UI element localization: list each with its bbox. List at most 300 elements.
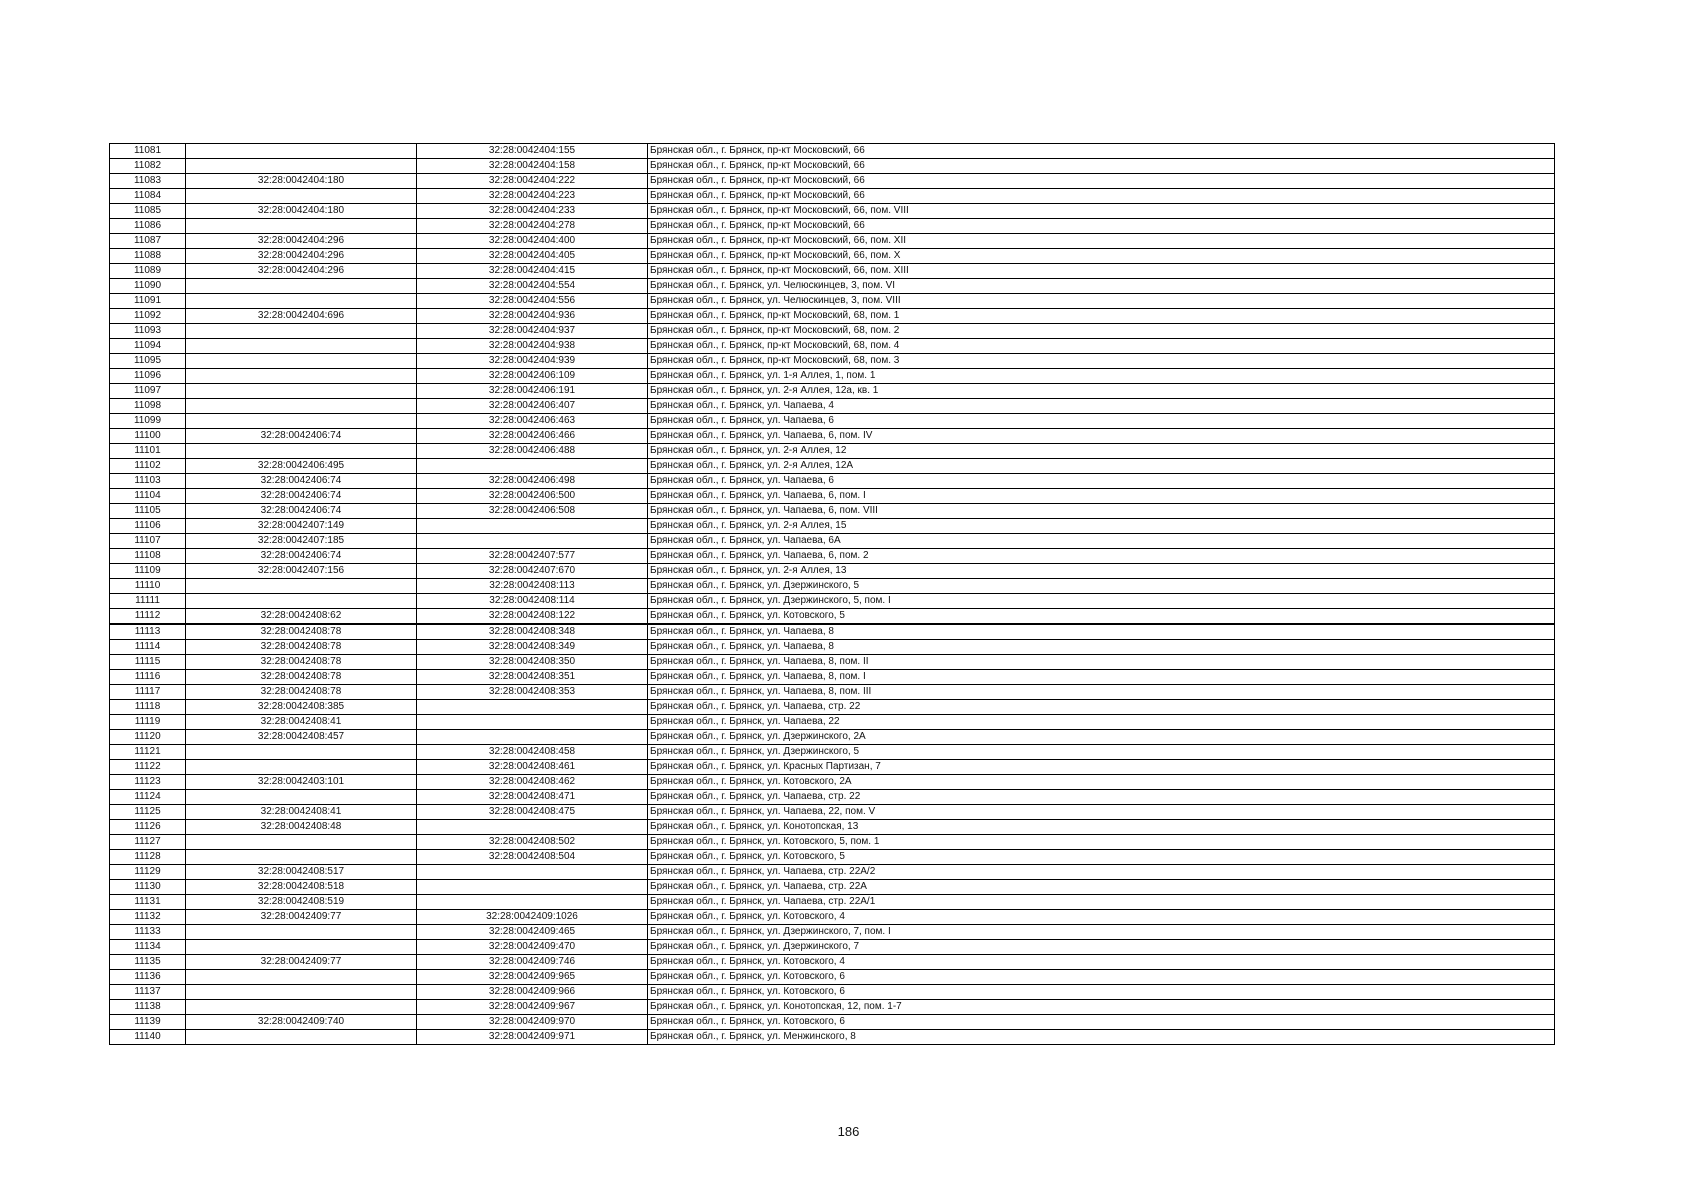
row-number-cell: 11110: [110, 579, 186, 594]
address-cell: Брянская обл., г. Брянск, ул. Дзержинского, 5, пом. I: [648, 594, 1555, 609]
parcel-number-cell: 32:28:0042403:101: [186, 775, 417, 790]
parcel-number-cell: 32:28:0042408:518: [186, 880, 417, 895]
table-row: [110, 339, 1555, 354]
row-number-cell: 11099: [110, 414, 186, 429]
object-number-cell: 32:28:0042409:1026: [417, 910, 648, 925]
parcel-number-cell: [186, 369, 417, 384]
table-row: [110, 985, 1555, 1000]
address-cell: Брянская обл., г. Брянск, ул. Чапаева, 22, пом. V: [648, 805, 1555, 820]
row-number-cell: 11109: [110, 564, 186, 579]
object-number-cell: 32:28:0042408:353: [417, 685, 648, 700]
table-row: [110, 820, 1555, 835]
object-number-cell: [417, 820, 648, 835]
address-cell: Брянская обл., г. Брянск, ул. Дзержинского, 7: [648, 940, 1555, 955]
table-row: [110, 549, 1555, 564]
row-number-cell: 11083: [110, 174, 186, 189]
table-row: [110, 579, 1555, 594]
row-number-cell: 11137: [110, 985, 186, 1000]
address-cell: Брянская обл., г. Брянск, ул. Дзержинского, 7, пом. I: [648, 925, 1555, 940]
table-row: [110, 745, 1555, 760]
table-row: [110, 189, 1555, 204]
address-cell: Брянская обл., г. Брянск, ул. Котовского, 5: [648, 609, 1555, 625]
parcel-number-cell: [186, 760, 417, 775]
parcel-number-cell: [186, 835, 417, 850]
object-number-cell: 32:28:0042406:498: [417, 474, 648, 489]
row-number-cell: 11082: [110, 159, 186, 174]
parcel-number-cell: 32:28:0042408:78: [186, 640, 417, 655]
object-number-cell: [417, 715, 648, 730]
parcel-number-cell: 32:28:0042409:740: [186, 1015, 417, 1030]
row-number-cell: 11081: [110, 144, 186, 159]
row-number-cell: 11086: [110, 219, 186, 234]
parcel-number-cell: [186, 1030, 417, 1045]
address-cell: Брянская обл., г. Брянск, ул. Дзержинского, 5: [648, 579, 1555, 594]
parcel-number-cell: [186, 444, 417, 459]
row-number-cell: 11134: [110, 940, 186, 955]
object-number-cell: 32:28:0042406:466: [417, 429, 648, 444]
object-number-cell: 32:28:0042404:554: [417, 279, 648, 294]
row-number-cell: 11115: [110, 655, 186, 670]
table-row: [110, 279, 1555, 294]
table-row: [110, 775, 1555, 790]
object-number-cell: 32:28:0042404:155: [417, 144, 648, 159]
parcel-number-cell: 32:28:0042406:74: [186, 429, 417, 444]
row-number-cell: 11124: [110, 790, 186, 805]
address-cell: Брянская обл., г. Брянск, ул. Чапаева, 6А: [648, 534, 1555, 549]
address-cell: Брянская обл., г. Брянск, ул. Котовского, 4: [648, 955, 1555, 970]
table-row: [110, 640, 1555, 655]
row-number-cell: 11091: [110, 294, 186, 309]
row-number-cell: 11138: [110, 1000, 186, 1015]
parcel-number-cell: 32:28:0042408:41: [186, 805, 417, 820]
parcel-number-cell: 32:28:0042408:517: [186, 865, 417, 880]
parcel-number-cell: [186, 159, 417, 174]
row-number-cell: 11125: [110, 805, 186, 820]
table-row: [110, 835, 1555, 850]
address-cell: Брянская обл., г. Брянск, ул. Чапаева, 6: [648, 414, 1555, 429]
row-number-cell: 11119: [110, 715, 186, 730]
parcel-number-cell: 32:28:0042409:77: [186, 955, 417, 970]
parcel-number-cell: [186, 850, 417, 865]
address-cell: Брянская обл., г. Брянск, ул. Котовского, 6: [648, 985, 1555, 1000]
row-number-cell: 11117: [110, 685, 186, 700]
table-row: [110, 1000, 1555, 1015]
row-number-cell: 11130: [110, 880, 186, 895]
parcel-number-cell: [186, 985, 417, 1000]
parcel-number-cell: [186, 790, 417, 805]
object-number-cell: [417, 880, 648, 895]
address-cell: Брянская обл., г. Брянск, ул. 1-я Аллея, 1, пом. 1: [648, 369, 1555, 384]
table-row: [110, 504, 1555, 519]
table-row: [110, 760, 1555, 775]
row-number-cell: 11139: [110, 1015, 186, 1030]
object-number-cell: 32:28:0042408:114: [417, 594, 648, 609]
parcel-number-cell: [186, 384, 417, 399]
object-number-cell: 32:28:0042404:936: [417, 309, 648, 324]
row-number-cell: 11136: [110, 970, 186, 985]
row-number-cell: 11132: [110, 910, 186, 925]
address-cell: Брянская обл., г. Брянск, ул. Котовского, 4: [648, 910, 1555, 925]
object-number-cell: 32:28:0042409:970: [417, 1015, 648, 1030]
object-number-cell: 32:28:0042406:407: [417, 399, 648, 414]
page-number: 186: [837, 1124, 860, 1139]
address-cell: Брянская обл., г. Брянск, ул. Чапаева, 8, пом. II: [648, 655, 1555, 670]
row-number-cell: 11123: [110, 775, 186, 790]
parcel-number-cell: [186, 594, 417, 609]
row-number-cell: 11096: [110, 369, 186, 384]
row-number-cell: 11084: [110, 189, 186, 204]
parcel-number-cell: 32:28:0042404:296: [186, 234, 417, 249]
row-number-cell: 11120: [110, 730, 186, 745]
object-number-cell: 32:28:0042408:350: [417, 655, 648, 670]
table-row: [110, 805, 1555, 820]
table-row: [110, 249, 1555, 264]
object-number-cell: 32:28:0042409:966: [417, 985, 648, 1000]
table-row: [110, 1030, 1555, 1045]
row-number-cell: 11111: [110, 594, 186, 609]
row-number-cell: 11116: [110, 670, 186, 685]
object-number-cell: 32:28:0042408:461: [417, 760, 648, 775]
table-row: [110, 474, 1555, 489]
address-cell: Брянская обл., г. Брянск, пр-кт Московский, 66, пом. XIII: [648, 264, 1555, 279]
row-number-cell: 11122: [110, 760, 186, 775]
object-number-cell: [417, 700, 648, 715]
address-cell: Брянская обл., г. Брянск, ул. Конотопская, 12, пом. 1-7: [648, 1000, 1555, 1015]
object-number-cell: 32:28:0042409:465: [417, 925, 648, 940]
address-cell: Брянская обл., г. Брянск, ул. Чапаева, стр. 22: [648, 790, 1555, 805]
registry-table: [109, 143, 1555, 1045]
row-number-cell: 11133: [110, 925, 186, 940]
object-number-cell: 32:28:0042404:556: [417, 294, 648, 309]
object-number-cell: 32:28:0042406:191: [417, 384, 648, 399]
parcel-number-cell: [186, 294, 417, 309]
table-row: [110, 955, 1555, 970]
object-number-cell: 32:28:0042409:967: [417, 1000, 648, 1015]
row-number-cell: 11140: [110, 1030, 186, 1045]
row-number-cell: 11106: [110, 519, 186, 534]
row-number-cell: 11103: [110, 474, 186, 489]
row-number-cell: 11107: [110, 534, 186, 549]
row-number-cell: 11093: [110, 324, 186, 339]
table-row: [110, 655, 1555, 670]
address-cell: Брянская обл., г. Брянск, пр-кт Московский, 66: [648, 174, 1555, 189]
object-number-cell: 32:28:0042407:670: [417, 564, 648, 579]
address-cell: Брянская обл., г. Брянск, ул. Чапаева, 8: [648, 640, 1555, 655]
parcel-number-cell: 32:28:0042406:74: [186, 504, 417, 519]
address-cell: Брянская обл., г. Брянск, ул. Чапаева, 6, пом. 2: [648, 549, 1555, 564]
table-row: [110, 294, 1555, 309]
row-number-cell: 11114: [110, 640, 186, 655]
row-number-cell: 11092: [110, 309, 186, 324]
object-number-cell: 32:28:0042407:577: [417, 549, 648, 564]
address-cell: Брянская обл., г. Брянск, пр-кт Московский, 66, пом. VIII: [648, 204, 1555, 219]
parcel-number-cell: [186, 279, 417, 294]
table-row: [110, 730, 1555, 745]
table-row: [110, 219, 1555, 234]
address-cell: Брянская обл., г. Брянск, ул. Котовского, 2А: [648, 775, 1555, 790]
address-cell: Брянская обл., г. Брянск, пр-кт Московский, 66, пом. XII: [648, 234, 1555, 249]
parcel-number-cell: [186, 339, 417, 354]
parcel-number-cell: [186, 354, 417, 369]
object-number-cell: [417, 865, 648, 880]
object-number-cell: 32:28:0042404:222: [417, 174, 648, 189]
object-number-cell: [417, 459, 648, 474]
row-number-cell: 11104: [110, 489, 186, 504]
parcel-number-cell: [186, 324, 417, 339]
address-cell: Брянская обл., г. Брянск, ул. Котовского, 5: [648, 850, 1555, 865]
address-cell: Брянская обл., г. Брянск, пр-кт Московский, 66, пом. X: [648, 249, 1555, 264]
parcel-number-cell: [186, 925, 417, 940]
object-number-cell: 32:28:0042404:405: [417, 249, 648, 264]
address-cell: Брянская обл., г. Брянск, ул. Чапаева, 6, пом. VIII: [648, 504, 1555, 519]
table-row: [110, 414, 1555, 429]
parcel-number-cell: [186, 745, 417, 760]
row-number-cell: 11087: [110, 234, 186, 249]
table-row: [110, 429, 1555, 444]
parcel-number-cell: 32:28:0042408:62: [186, 609, 417, 625]
row-number-cell: 11089: [110, 264, 186, 279]
address-cell: Брянская обл., г. Брянск, ул. Конотопская, 13: [648, 820, 1555, 835]
object-number-cell: 32:28:0042404:223: [417, 189, 648, 204]
object-number-cell: 32:28:0042408:349: [417, 640, 648, 655]
object-number-cell: 32:28:0042404:278: [417, 219, 648, 234]
address-cell: Брянская обл., г. Брянск, ул. Челюскинцев, 3, пом. VI: [648, 279, 1555, 294]
table-row: [110, 624, 1555, 640]
parcel-number-cell: 32:28:0042408:48: [186, 820, 417, 835]
table-row: [110, 519, 1555, 534]
row-number-cell: 11094: [110, 339, 186, 354]
address-cell: Брянская обл., г. Брянск, пр-кт Московский, 66: [648, 144, 1555, 159]
address-cell: Брянская обл., г. Брянск, ул. 2-я Аллея, 15: [648, 519, 1555, 534]
table-row: [110, 144, 1555, 159]
address-cell: Брянская обл., г. Брянск, ул. Менжинского, 8: [648, 1030, 1555, 1045]
table-row: [110, 309, 1555, 324]
object-number-cell: 32:28:0042404:158: [417, 159, 648, 174]
row-number-cell: 11100: [110, 429, 186, 444]
row-number-cell: 11097: [110, 384, 186, 399]
row-number-cell: 11088: [110, 249, 186, 264]
parcel-number-cell: 32:28:0042408:78: [186, 670, 417, 685]
parcel-number-cell: 32:28:0042404:296: [186, 249, 417, 264]
parcel-number-cell: 32:28:0042408:41: [186, 715, 417, 730]
parcel-number-cell: [186, 940, 417, 955]
address-cell: Брянская обл., г. Брянск, ул. Чапаева, стр. 22А: [648, 880, 1555, 895]
object-number-cell: 32:28:0042409:746: [417, 955, 648, 970]
table-row: [110, 399, 1555, 414]
object-number-cell: 32:28:0042409:971: [417, 1030, 648, 1045]
object-number-cell: 32:28:0042408:122: [417, 609, 648, 625]
parcel-number-cell: 32:28:0042408:519: [186, 895, 417, 910]
object-number-cell: 32:28:0042408:471: [417, 790, 648, 805]
address-cell: Брянская обл., г. Брянск, ул. Чапаева, 8, пом. III: [648, 685, 1555, 700]
parcel-number-cell: [186, 1000, 417, 1015]
address-cell: Брянская обл., г. Брянск, ул. 2-я Аллея, 12А: [648, 459, 1555, 474]
row-number-cell: 11127: [110, 835, 186, 850]
table-row: [110, 234, 1555, 249]
address-cell: Брянская обл., г. Брянск, ул. 2-я Аллея, 12а, кв. 1: [648, 384, 1555, 399]
table-row: [110, 925, 1555, 940]
object-number-cell: 32:28:0042409:470: [417, 940, 648, 955]
object-number-cell: 32:28:0042404:939: [417, 354, 648, 369]
table-row: [110, 489, 1555, 504]
object-number-cell: [417, 730, 648, 745]
row-number-cell: 11105: [110, 504, 186, 519]
object-number-cell: [417, 519, 648, 534]
object-number-cell: 32:28:0042408:462: [417, 775, 648, 790]
table-row: [110, 594, 1555, 609]
object-number-cell: 32:28:0042404:415: [417, 264, 648, 279]
row-number-cell: 11129: [110, 865, 186, 880]
address-cell: Брянская обл., г. Брянск, ул. Чапаева, 6: [648, 474, 1555, 489]
row-number-cell: 11112: [110, 609, 186, 625]
registry-table-body: [110, 144, 1555, 1045]
table-row: [110, 850, 1555, 865]
object-number-cell: 32:28:0042404:233: [417, 204, 648, 219]
object-number-cell: 32:28:0042406:109: [417, 369, 648, 384]
address-cell: Брянская обл., г. Брянск, ул. Чапаева, стр. 22А/1: [648, 895, 1555, 910]
parcel-number-cell: [186, 144, 417, 159]
table-row: [110, 444, 1555, 459]
address-cell: Брянская обл., г. Брянск, ул. Дзержинского, 5: [648, 745, 1555, 760]
address-cell: Брянская обл., г. Брянск, пр-кт Московский, 66: [648, 219, 1555, 234]
parcel-number-cell: 32:28:0042408:78: [186, 624, 417, 640]
row-number-cell: 11126: [110, 820, 186, 835]
row-number-cell: 11095: [110, 354, 186, 369]
parcel-number-cell: [186, 219, 417, 234]
row-number-cell: 11108: [110, 549, 186, 564]
row-number-cell: 11131: [110, 895, 186, 910]
parcel-number-cell: 32:28:0042408:457: [186, 730, 417, 745]
row-number-cell: 11090: [110, 279, 186, 294]
table-row: [110, 910, 1555, 925]
address-cell: Брянская обл., г. Брянск, ул. Чапаева, 4: [648, 399, 1555, 414]
parcel-number-cell: 32:28:0042406:74: [186, 489, 417, 504]
parcel-number-cell: 32:28:0042409:77: [186, 910, 417, 925]
table-row: [110, 880, 1555, 895]
address-cell: Брянская обл., г. Брянск, ул. Чапаева, стр. 22А/2: [648, 865, 1555, 880]
row-number-cell: 11118: [110, 700, 186, 715]
address-cell: Брянская обл., г. Брянск, ул. Чапаева, 22: [648, 715, 1555, 730]
address-cell: Брянская обл., г. Брянск, пр-кт Московский, 68, пом. 4: [648, 339, 1555, 354]
object-number-cell: 32:28:0042408:504: [417, 850, 648, 865]
address-cell: Брянская обл., г. Брянск, ул. Красных Партизан, 7: [648, 760, 1555, 775]
object-number-cell: 32:28:0042406:463: [417, 414, 648, 429]
object-number-cell: [417, 534, 648, 549]
address-cell: Брянская обл., г. Брянск, пр-кт Московский, 66: [648, 159, 1555, 174]
object-number-cell: 32:28:0042408:348: [417, 624, 648, 640]
address-cell: Брянская обл., г. Брянск, ул. Челюскинцев, 3, пом. VIII: [648, 294, 1555, 309]
table-row: [110, 564, 1555, 579]
address-cell: Брянская обл., г. Брянск, ул. Чапаева, 6, пом. I: [648, 489, 1555, 504]
table-row: [110, 384, 1555, 399]
table-row: [110, 940, 1555, 955]
object-number-cell: 32:28:0042408:475: [417, 805, 648, 820]
parcel-number-cell: 32:28:0042404:296: [186, 264, 417, 279]
parcel-number-cell: 32:28:0042408:78: [186, 655, 417, 670]
address-cell: Брянская обл., г. Брянск, ул. Котовского, 6: [648, 1015, 1555, 1030]
address-cell: Брянская обл., г. Брянск, пр-кт Московский, 68, пом. 2: [648, 324, 1555, 339]
row-number-cell: 11113: [110, 624, 186, 640]
parcel-number-cell: 32:28:0042404:696: [186, 309, 417, 324]
address-cell: Брянская обл., г. Брянск, ул. Котовского, 5, пом. 1: [648, 835, 1555, 850]
object-number-cell: 32:28:0042404:400: [417, 234, 648, 249]
object-number-cell: 32:28:0042408:113: [417, 579, 648, 594]
table-row: [110, 1015, 1555, 1030]
address-cell: Брянская обл., г. Брянск, пр-кт Московский, 68, пом. 3: [648, 354, 1555, 369]
object-number-cell: 32:28:0042408:351: [417, 670, 648, 685]
address-cell: Брянская обл., г. Брянск, ул. Дзержинского, 2А: [648, 730, 1555, 745]
object-number-cell: 32:28:0042409:965: [417, 970, 648, 985]
object-number-cell: 32:28:0042406:508: [417, 504, 648, 519]
parcel-number-cell: 32:28:0042406:74: [186, 549, 417, 564]
address-cell: Брянская обл., г. Брянск, ул. Котовского, 6: [648, 970, 1555, 985]
row-number-cell: 11085: [110, 204, 186, 219]
address-cell: Брянская обл., г. Брянск, ул. Чапаева, 8, пом. I: [648, 670, 1555, 685]
table-row: [110, 534, 1555, 549]
object-number-cell: 32:28:0042404:938: [417, 339, 648, 354]
table-row: [110, 204, 1555, 219]
parcel-number-cell: [186, 414, 417, 429]
object-number-cell: 32:28:0042406:488: [417, 444, 648, 459]
table-row: [110, 715, 1555, 730]
address-cell: Брянская обл., г. Брянск, ул. 2-я Аллея, 13: [648, 564, 1555, 579]
parcel-number-cell: 32:28:0042407:156: [186, 564, 417, 579]
object-number-cell: 32:28:0042408:502: [417, 835, 648, 850]
object-number-cell: [417, 895, 648, 910]
table-row: [110, 174, 1555, 189]
parcel-number-cell: [186, 189, 417, 204]
address-cell: Брянская обл., г. Брянск, пр-кт Московский, 66: [648, 189, 1555, 204]
parcel-number-cell: [186, 399, 417, 414]
row-number-cell: 11121: [110, 745, 186, 760]
parcel-number-cell: 32:28:0042406:74: [186, 474, 417, 489]
table-row: [110, 324, 1555, 339]
object-number-cell: 32:28:0042408:458: [417, 745, 648, 760]
parcel-number-cell: 32:28:0042408:78: [186, 685, 417, 700]
row-number-cell: 11135: [110, 955, 186, 970]
table-row: [110, 790, 1555, 805]
table-row: [110, 700, 1555, 715]
row-number-cell: 11128: [110, 850, 186, 865]
object-number-cell: 32:28:0042404:937: [417, 324, 648, 339]
parcel-number-cell: 32:28:0042404:180: [186, 204, 417, 219]
address-cell: Брянская обл., г. Брянск, ул. 2-я Аллея, 12: [648, 444, 1555, 459]
table-row: [110, 264, 1555, 279]
parcel-number-cell: 32:28:0042404:180: [186, 174, 417, 189]
parcel-number-cell: [186, 970, 417, 985]
parcel-number-cell: 32:28:0042407:185: [186, 534, 417, 549]
address-cell: Брянская обл., г. Брянск, ул. Чапаева, 6, пом. IV: [648, 429, 1555, 444]
row-number-cell: 11101: [110, 444, 186, 459]
table-row: [110, 159, 1555, 174]
table-row: [110, 670, 1555, 685]
parcel-number-cell: 32:28:0042406:495: [186, 459, 417, 474]
parcel-number-cell: 32:28:0042407:149: [186, 519, 417, 534]
object-number-cell: 32:28:0042406:500: [417, 489, 648, 504]
parcel-number-cell: 32:28:0042408:385: [186, 700, 417, 715]
table-row: [110, 865, 1555, 880]
parcel-number-cell: [186, 579, 417, 594]
table-row: [110, 895, 1555, 910]
table-row: [110, 685, 1555, 700]
address-cell: Брянская обл., г. Брянск, ул. Чапаева, стр. 22: [648, 700, 1555, 715]
address-cell: Брянская обл., г. Брянск, ул. Чапаева, 8: [648, 624, 1555, 640]
address-cell: Брянская обл., г. Брянск, пр-кт Московский, 68, пом. 1: [648, 309, 1555, 324]
table-row: [110, 459, 1555, 474]
row-number-cell: 11098: [110, 399, 186, 414]
row-number-cell: 11102: [110, 459, 186, 474]
table-row: [110, 369, 1555, 384]
